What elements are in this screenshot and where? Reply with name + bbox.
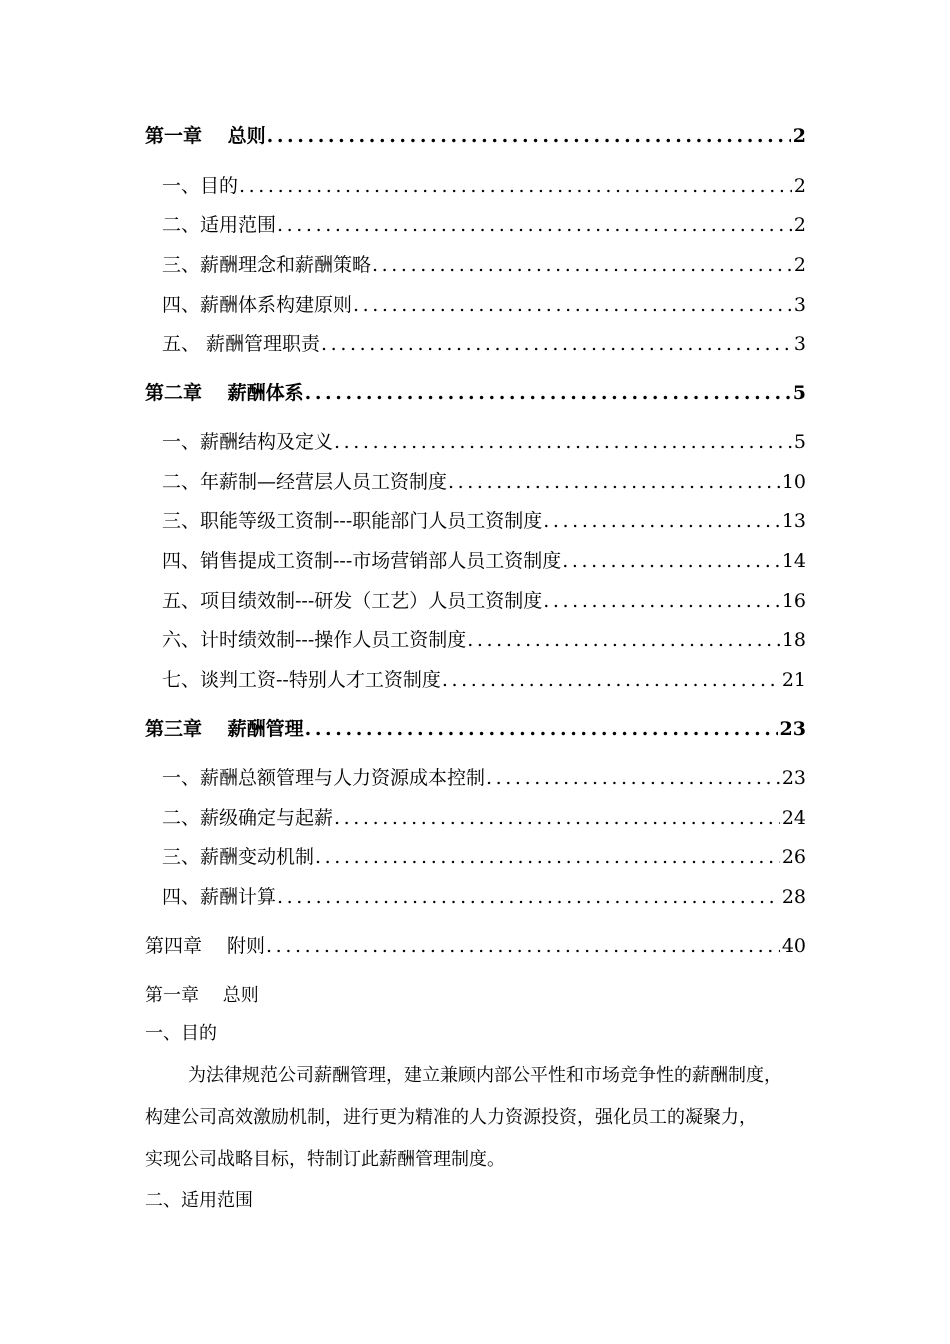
toc-page-number: 10 xyxy=(781,471,806,493)
toc-leader-dots xyxy=(266,933,780,959)
toc-page-number: 18 xyxy=(781,629,806,651)
toc-title: 七、谈判工资--特别人才工资制度 xyxy=(162,669,441,691)
toc-page-number: 3 xyxy=(793,294,806,316)
toc-leader-dots xyxy=(543,588,780,614)
toc-section[interactable] xyxy=(162,508,806,534)
section-heading: 二、适用范围 xyxy=(145,1190,253,1211)
toc-page-number: 16 xyxy=(781,590,806,612)
toc-section[interactable] xyxy=(162,588,806,614)
toc-section[interactable] xyxy=(162,173,806,199)
toc-section[interactable] xyxy=(162,627,806,653)
toc-title: 四、薪酬体系构建原则 xyxy=(162,294,353,316)
toc-chapter[interactable] xyxy=(145,123,806,149)
toc-page-number: 2 xyxy=(792,125,806,147)
toc-leader-dots xyxy=(486,765,780,791)
toc-page-number: 3 xyxy=(793,333,806,355)
toc-title: 第四章 附则 xyxy=(145,935,266,957)
toc-page-number: 5 xyxy=(793,431,806,453)
toc-title: 二、薪级确定与起薪 xyxy=(162,807,334,829)
toc-section[interactable] xyxy=(162,331,806,357)
toc-leader-dots xyxy=(277,884,780,910)
toc-page-number: 26 xyxy=(781,846,806,868)
toc-page-number: 23 xyxy=(779,718,806,740)
toc-section[interactable] xyxy=(162,469,806,495)
toc-section[interactable] xyxy=(162,765,806,791)
section-heading: 一、目的 xyxy=(145,1023,217,1044)
toc-leader-dots xyxy=(543,508,780,534)
toc-section[interactable] xyxy=(162,429,806,455)
toc-page-number: 28 xyxy=(781,886,806,908)
toc-page-number: 2 xyxy=(793,214,806,236)
paragraph-line: 构建公司高效激励机制，进行更为精准的人力资源投资，强化员工的凝聚力， xyxy=(145,1107,757,1128)
toc-page-number: 14 xyxy=(781,550,806,572)
toc-chapter[interactable] xyxy=(145,380,806,406)
toc-section[interactable] xyxy=(162,212,806,238)
toc-chapter[interactable] xyxy=(145,933,806,959)
toc-page-number: 2 xyxy=(793,175,806,197)
toc-leader-dots xyxy=(321,331,792,357)
toc-leader-dots xyxy=(562,548,780,574)
toc-leader-dots xyxy=(353,292,792,318)
toc-title: 三、薪酬理念和薪酬策略 xyxy=(162,254,372,276)
paragraph-line: 为法律规范公司薪酬管理，建立兼顾内部公平性和市场竞争性的薪酬制度， xyxy=(188,1065,782,1086)
toc-title: 二、适用范围 xyxy=(162,214,277,236)
toc-title: 三、薪酬变动机制 xyxy=(162,846,315,868)
toc-leader-dots xyxy=(334,429,792,455)
toc-title: 五、 薪酬管理职责 xyxy=(162,333,321,355)
toc-leader-dots xyxy=(334,805,780,831)
toc-title: 一、薪酬结构及定义 xyxy=(162,431,334,453)
toc-page-number: 21 xyxy=(781,669,806,691)
toc-title: 第一章 总则 xyxy=(145,125,266,147)
toc-title: 五、项目绩效制---研发（工艺）人员工资制度 xyxy=(162,590,543,612)
toc-leader-dots xyxy=(305,380,791,406)
toc-section[interactable] xyxy=(162,252,806,278)
toc-section[interactable] xyxy=(162,667,806,693)
toc-title: 二、年薪制—经营层人员工资制度 xyxy=(162,471,448,493)
toc-leader-dots xyxy=(442,667,780,693)
toc-title: 一、薪酬总额管理与人力资源成本控制 xyxy=(162,767,486,789)
toc-leader-dots xyxy=(467,627,780,653)
toc-section[interactable] xyxy=(162,548,806,574)
toc-leader-dots xyxy=(372,252,792,278)
toc-chapter[interactable] xyxy=(145,716,806,742)
toc-section[interactable] xyxy=(162,292,806,318)
chapter-heading: 第一章 总则 xyxy=(145,985,259,1006)
toc-leader-dots xyxy=(305,716,778,742)
toc-title: 第二章 薪酬体系 xyxy=(145,382,304,404)
toc-section[interactable] xyxy=(162,884,806,910)
toc-title: 三、职能等级工资制---职能部门人员工资制度 xyxy=(162,510,543,532)
toc-page-number: 40 xyxy=(781,935,806,957)
toc-page-number: 2 xyxy=(793,254,806,276)
toc-page-number: 23 xyxy=(781,767,806,789)
toc-title: 四、销售提成工资制---市场营销部人员工资制度 xyxy=(162,550,562,572)
toc-page-number: 5 xyxy=(792,382,806,404)
toc-leader-dots xyxy=(267,123,791,149)
toc-leader-dots xyxy=(239,173,792,199)
toc-title: 四、薪酬计算 xyxy=(162,886,277,908)
toc-title: 六、计时绩效制---操作人员工资制度 xyxy=(162,629,467,651)
toc-leader-dots xyxy=(315,844,780,870)
purpose-paragraph xyxy=(145,1063,835,1189)
toc-page-number: 24 xyxy=(781,807,806,829)
paragraph-line: 实现公司战略目标，特制订此薪酬管理制度。 xyxy=(145,1149,505,1170)
toc-title: 一、目的 xyxy=(162,175,239,197)
toc-leader-dots xyxy=(448,469,780,495)
toc-leader-dots xyxy=(277,212,792,238)
toc-page-number: 13 xyxy=(781,510,806,532)
toc-title: 第三章 薪酬管理 xyxy=(145,718,304,740)
toc-section[interactable] xyxy=(162,844,806,870)
toc-section[interactable] xyxy=(162,805,806,831)
